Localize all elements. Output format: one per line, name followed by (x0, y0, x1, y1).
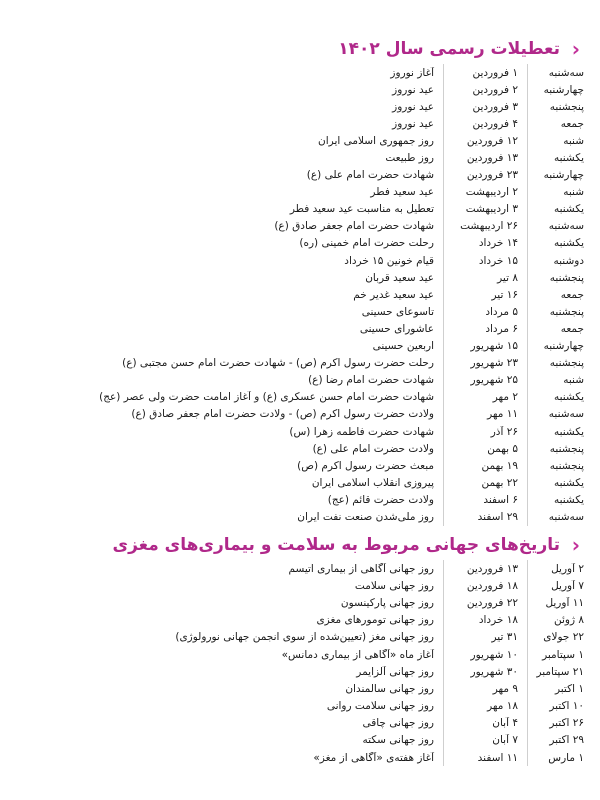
day-cell: ۷ آوریل (551, 579, 584, 592)
day-cell: ۱ سپتامبر (542, 648, 584, 661)
date-cell: ۲ فروردین (472, 83, 518, 96)
column-separator (527, 64, 528, 526)
chevron-left-icon: ‹ (571, 533, 580, 557)
table-row (0, 64, 600, 81)
table-row (0, 612, 600, 629)
event-cell: روز جمهوری اسلامی ایران (318, 134, 434, 147)
event-cell: اربعین حسینی (372, 340, 434, 353)
day-cell: پنجشنبه (549, 442, 584, 455)
event-cell: عید نوروز (392, 100, 434, 113)
day-cell: پنجشنبه (549, 357, 584, 370)
date-cell: ۳ فروردین (472, 100, 518, 113)
event-cell: روز جهانی سلامت (354, 579, 434, 592)
event-cell: مبعث حضرت رسول اکرم (ص) (297, 459, 434, 472)
date-cell: ۲۹ اسفند (477, 510, 518, 523)
date-cell: ۳۱ تیر (491, 631, 518, 644)
day-cell: ۱۱ آوریل (545, 596, 584, 609)
event-cell: ولادت حضرت امام علی (ع) (312, 442, 434, 455)
table-row (0, 98, 600, 115)
date-cell: ۴ آبان (492, 717, 518, 730)
day-cell: سه‌شنبه (548, 220, 584, 233)
date-cell: ۶ مرداد (485, 322, 518, 335)
day-cell: شنبه (563, 186, 584, 199)
event-cell: روز جهانی مغز (تعیین‌شده از سوی انجمن جهانی نورولوژی) (175, 631, 434, 644)
table-row (0, 629, 600, 646)
day-cell: پنجشنبه (549, 100, 584, 113)
day-cell: چهارشنبه (543, 83, 584, 96)
date-cell: ۱۵ شهریور (470, 340, 518, 353)
date-cell: ۱۱ مهر (487, 408, 518, 421)
event-cell: روز جهانی سلامت روانی (326, 700, 434, 713)
event-cell: شهادت حضرت امام جعفر صادق (ع) (274, 220, 434, 233)
day-cell: چهارشنبه (543, 169, 584, 182)
event-cell: روز جهانی سالمندان (345, 682, 434, 695)
date-cell: ۱۱ اسفند (477, 751, 518, 764)
table-row (0, 184, 600, 201)
table-row (0, 218, 600, 235)
date-cell: ۶ اسفند (483, 493, 518, 506)
day-cell: سه‌شنبه (548, 510, 584, 523)
event-cell: تعطیل به مناسبت عید سعید فطر (289, 203, 434, 216)
event-cell: عید سعید غدیر خم (353, 288, 434, 301)
column-separator (443, 560, 444, 766)
day-cell: ۲۹ اکتبر (549, 734, 584, 747)
date-cell: ۵ مرداد (485, 305, 518, 318)
day-cell: چهارشنبه (543, 340, 584, 353)
event-cell: عید نوروز (392, 117, 434, 130)
world-days-table (0, 560, 600, 766)
holidays-section (0, 36, 600, 526)
table-row (0, 646, 600, 663)
event-cell: آغاز نوروز (390, 66, 434, 79)
event-cell: روز جهانی آگاهی از بیماری اُتیسم (288, 562, 434, 575)
date-cell: ۴ فروردین (472, 117, 518, 130)
date-cell: ۲ مهر (492, 391, 518, 404)
table-row (0, 252, 600, 269)
table-row (0, 560, 600, 577)
table-row (0, 303, 600, 320)
holidays-table (0, 64, 600, 526)
day-cell: جمعه (560, 322, 584, 335)
event-cell: روز جهانی آلزایمر (356, 665, 434, 678)
day-cell: یکشنبه (553, 476, 584, 489)
table-row (0, 372, 600, 389)
day-cell: یکشنبه (553, 425, 584, 438)
day-cell: شنبه (563, 374, 584, 387)
day-cell: سه‌شنبه (548, 408, 584, 421)
event-cell: ولادت حضرت قائم (عج) (327, 493, 434, 506)
table-row (0, 201, 600, 218)
table-row (0, 749, 600, 766)
table-row (0, 491, 600, 508)
day-cell: ۱۰ اکتبر (549, 700, 584, 713)
world-days-title: تاریخ‌های جهانی مربوط به سلامت و بیماری‌های مغزی (112, 535, 560, 555)
date-cell: ۳ اردیبهشت (465, 203, 518, 216)
event-cell: پیروزی انقلاب اسلامی ایران (311, 476, 434, 489)
table-row (0, 577, 600, 594)
table-row (0, 167, 600, 184)
day-cell: یکشنبه (553, 493, 584, 506)
table-row (0, 320, 600, 337)
day-cell: پنجشنبه (549, 271, 584, 284)
table-row (0, 269, 600, 286)
event-cell: روز جهانی تومورهای مغزی (316, 614, 434, 627)
event-cell: عید نوروز (392, 83, 434, 96)
event-cell: روز جهانی سکته (362, 734, 434, 747)
table-row (0, 715, 600, 732)
table-row (0, 286, 600, 303)
event-cell: عید سعید قربان (365, 271, 434, 284)
event-cell: شهادت حضرت فاطمه زهرا (س) (289, 425, 434, 438)
event-cell: رحلت حضرت رسول اکرم (ص) - شهادت حضرت امام حسن مجتبی (ع) (122, 357, 434, 370)
day-cell: جمعه (560, 288, 584, 301)
event-cell: روز جهانی چاقی (362, 717, 434, 730)
table-row (0, 508, 600, 525)
world-days-header (0, 532, 600, 558)
table-row (0, 698, 600, 715)
day-cell: شنبه (563, 134, 584, 147)
date-cell: ۲۶ آذر (490, 425, 518, 438)
date-cell: ۲۳ شهریور (470, 357, 518, 370)
table-row (0, 132, 600, 149)
date-cell: ۱۸ فروردین (466, 579, 518, 592)
day-cell: ۲۲ جولای (543, 631, 584, 644)
date-cell: ۲ اردیبهشت (465, 186, 518, 199)
date-cell: ۱ فروردین (472, 66, 518, 79)
table-row (0, 423, 600, 440)
day-cell: ۱ مارس (548, 751, 584, 764)
date-cell: ۸ تیر (497, 271, 518, 284)
event-cell: شهادت حضرت امام علی (ع) (306, 169, 434, 182)
event-cell: روز طبیعت (385, 152, 434, 165)
table-row (0, 457, 600, 474)
day-cell: یکشنبه (553, 391, 584, 404)
date-cell: ۱۵ خرداد (478, 254, 518, 267)
event-cell: روز ملی‌شدن صنعت نفت ایران (297, 510, 434, 523)
table-row (0, 235, 600, 252)
event-cell: شهادت حضرت امام رضا (ع) (308, 374, 434, 387)
date-cell: ۵ بهمن (487, 442, 518, 455)
world-days-section (0, 532, 600, 766)
event-cell: عید سعید فطر (370, 186, 434, 199)
table-row (0, 680, 600, 697)
day-cell: سه‌شنبه (548, 66, 584, 79)
day-cell: پنجشنبه (549, 459, 584, 472)
date-cell: ۷ آبان (492, 734, 518, 747)
date-cell: ۲۳ فروردین (466, 169, 518, 182)
event-cell: شهادت حضرت امام حسن عسکری (ع) و آغاز امامت حضرت ولی عصر (عج) (99, 391, 434, 404)
table-row (0, 355, 600, 372)
date-cell: ۱۸ مهر (487, 700, 518, 713)
holidays-title: تعطیلات رسمی سال ۱۴۰۲ (338, 39, 560, 59)
day-cell: پنجشنبه (549, 305, 584, 318)
table-row (0, 594, 600, 611)
event-cell: تاسوعای حسینی (361, 305, 434, 318)
date-cell: ۱۳ فروردین (466, 562, 518, 575)
event-cell: قیام خونین ۱۵ خرداد (344, 254, 434, 267)
day-cell: یکشنبه (553, 203, 584, 216)
date-cell: ۱۶ تیر (491, 288, 518, 301)
day-cell: ۲۱ سپتامبر (536, 665, 584, 678)
date-cell: ۱۸ خرداد (478, 614, 518, 627)
table-row (0, 81, 600, 98)
date-cell: ۲۶ اردیبهشت (460, 220, 518, 233)
holidays-header (0, 36, 600, 62)
event-cell: روز جهانی پارکینسون (340, 596, 434, 609)
table-row (0, 474, 600, 491)
date-cell: ۲۲ فروردین (466, 596, 518, 609)
event-cell: رحلت حضرت امام خمینی (ره) (299, 237, 434, 250)
date-cell: ۱۴ خرداد (478, 237, 518, 250)
table-row (0, 338, 600, 355)
column-separator (443, 64, 444, 526)
table-row (0, 149, 600, 166)
date-cell: ۱۳ فروردین (466, 152, 518, 165)
day-cell: یکشنبه (553, 237, 584, 250)
table-row (0, 440, 600, 457)
event-cell: آغاز ماه «آگاهی از بیماری دمانس» (281, 648, 434, 661)
column-separator (527, 560, 528, 766)
table-row (0, 732, 600, 749)
date-cell: ۳۰ شهریور (470, 665, 518, 678)
day-cell: ۱ اکتبر (554, 682, 584, 695)
date-cell: ۲۲ بهمن (481, 476, 518, 489)
day-cell: یکشنبه (553, 152, 584, 165)
day-cell: دوشنبه (553, 254, 584, 267)
date-cell: ۱۲ فروردین (466, 134, 518, 147)
day-cell: ۲ آوریل (551, 562, 584, 575)
event-cell: آغاز هفته‌ی «آگاهی از مغز» (313, 751, 434, 764)
chevron-left-icon: ‹ (571, 37, 580, 61)
date-cell: ۲۵ شهریور (470, 374, 518, 387)
day-cell: ۲۶ اکتبر (549, 717, 584, 730)
table-row (0, 389, 600, 406)
day-cell: جمعه (560, 117, 584, 130)
event-cell: ولادت حضرت رسول اکرم (ص) - ولادت حضرت امام جعفر صادق (ع) (131, 408, 434, 421)
event-cell: عاشورای حسینی (359, 322, 434, 335)
day-cell: ۸ ژوئن (553, 614, 584, 627)
date-cell: ۱۰ شهریور (470, 648, 518, 661)
date-cell: ۹ مهر (492, 682, 518, 695)
table-row (0, 406, 600, 423)
date-cell: ۱۹ بهمن (481, 459, 518, 472)
table-row (0, 663, 600, 680)
table-row (0, 115, 600, 132)
